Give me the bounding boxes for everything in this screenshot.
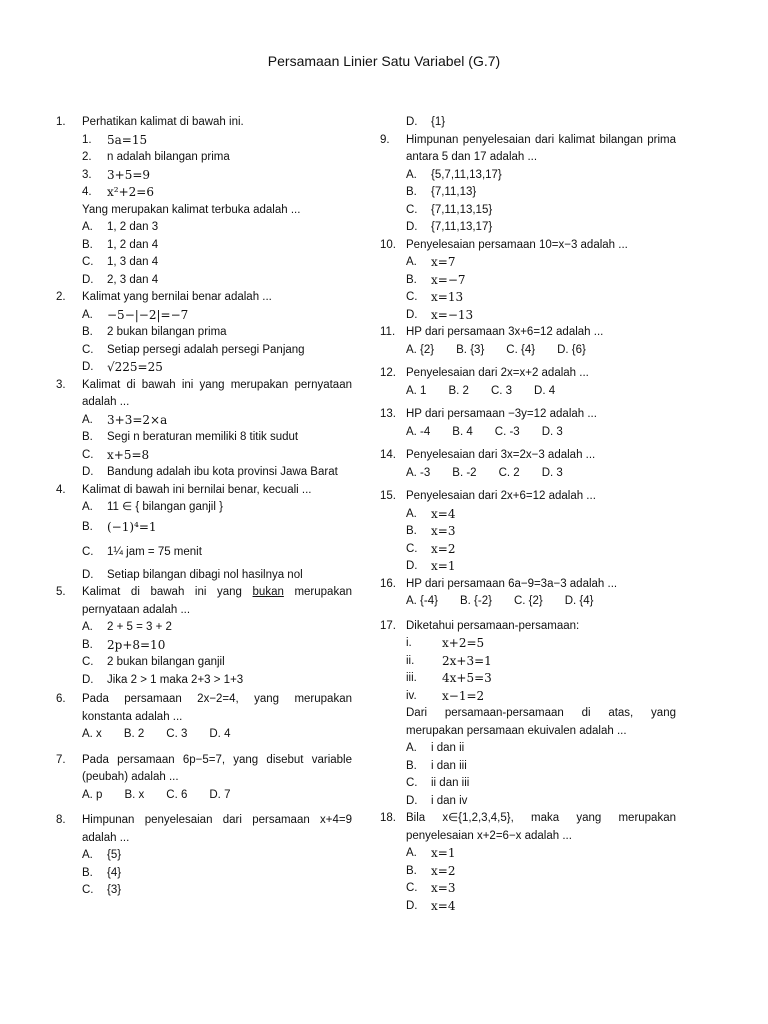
- question-5: [56, 584, 352, 689]
- question-text: Himpunan penyelesaian dari persamaan x+4=9 adalah ...: [82, 814, 352, 844]
- question-text: Penyelesaian dari 3x=2x−3 adalah ...: [406, 449, 596, 461]
- answer-option[interactable]: B. 1, 2 dan 4: [82, 238, 159, 251]
- question-number: 4.: [56, 483, 66, 496]
- answer-option[interactable]: A. 11 ∈ { bilangan ganjil }: [82, 501, 223, 513]
- answer-option[interactable]: D. x=−13: [406, 307, 474, 322]
- left-column: [56, 114, 352, 900]
- answer-option[interactable]: C. -3: [494, 425, 520, 438]
- question-10: [380, 237, 676, 325]
- answer-option[interactable]: C. ii dan iii: [406, 777, 470, 789]
- question-text: HP dari persamaan 3x+6=12 adalah ...: [406, 326, 604, 338]
- answer-option[interactable]: C. 6: [166, 788, 188, 801]
- question-number: 16.: [380, 577, 396, 590]
- answer-option[interactable]: A. 1, 2 dan 3: [82, 221, 159, 233]
- answer-option[interactable]: C. 3: [166, 728, 188, 740]
- answer-option[interactable]: B. {-2}: [459, 595, 492, 607]
- answer-option[interactable]: C. {7,11,13,15}: [406, 203, 493, 216]
- question-number: 6.: [56, 693, 66, 705]
- question-3: [56, 377, 352, 482]
- answer-row: [406, 383, 676, 401]
- answer-option[interactable]: A. -3: [406, 466, 431, 479]
- answer-option[interactable]: D. {7,11,13,17}: [406, 221, 493, 233]
- answer-option[interactable]: A. 1: [406, 384, 427, 397]
- statement-item: i. x+2=5: [406, 636, 485, 650]
- answer-option[interactable]: B. x=2: [406, 863, 456, 878]
- answer-option[interactable]: B. x: [124, 788, 145, 801]
- statement-item: 4. x²+2=6: [82, 185, 154, 199]
- answer-row: [406, 424, 676, 442]
- question-number: 10.: [380, 238, 396, 251]
- answer-option[interactable]: D. Jika 2 > 1 maka 2+3 > 1+3: [82, 673, 244, 686]
- answer-option[interactable]: A. −5−|−2|=−7: [82, 307, 189, 322]
- answer-option[interactable]: D. i dan iv: [406, 794, 468, 807]
- question-2: [56, 289, 352, 377]
- answer-option[interactable]: A. {5,7,11,13,17}: [406, 168, 502, 181]
- answer-option[interactable]: A. i dan ii: [406, 742, 465, 754]
- answer-option[interactable]: B. i dan iii: [406, 759, 467, 772]
- answer-option[interactable]: C. 1¼ jam = 75 menit: [82, 545, 202, 558]
- answer-option[interactable]: D. 2, 3 dan 4: [82, 273, 159, 286]
- right-column: [380, 114, 676, 915]
- answer-option[interactable]: C. x=3: [406, 881, 456, 895]
- answer-option[interactable]: D. 3: [541, 466, 563, 479]
- page-title: Persamaan Linier Satu Variabel (G.7): [267, 53, 501, 69]
- answer-option[interactable]: D. x=4: [406, 898, 456, 913]
- question-number: 9.: [380, 133, 390, 146]
- question-9: [380, 132, 676, 237]
- answer-row: [406, 465, 676, 483]
- question-text: Kalimat di bawah ini bernilai benar, kecuali ...: [82, 483, 312, 496]
- answer-option[interactable]: D. {6}: [557, 343, 586, 356]
- answer-option[interactable]: C. 2 bukan bilangan ganjil: [82, 656, 225, 668]
- answer-option[interactable]: B. x=−7: [406, 272, 466, 287]
- question-text: Penyelesaian persamaan 10=x−3 adalah ...: [406, 238, 628, 251]
- question-text: Pada persamaan 6p−5=7, yang disebut variable (peubah) adalah ...: [82, 753, 352, 783]
- answer-option[interactable]: D. √225=25: [82, 360, 163, 374]
- statement-item: 2. n adalah bilangan prima: [82, 151, 230, 163]
- question-6: [56, 691, 352, 744]
- answer-option[interactable]: C. 3: [490, 384, 513, 397]
- question-1: [56, 114, 352, 289]
- answer-option[interactable]: A. -4: [406, 425, 431, 438]
- question-17: [380, 618, 676, 811]
- statement-item: iv. x−1=2: [406, 688, 485, 703]
- answer-option[interactable]: D. 4: [209, 728, 231, 740]
- answer-row: [406, 593, 676, 611]
- answer-option[interactable]: B. -2: [452, 466, 477, 479]
- question-14: [380, 447, 676, 482]
- answer-option[interactable]: C. x+5=8: [82, 447, 150, 462]
- answer-option[interactable]: A. x: [82, 728, 102, 740]
- question-text: Pada persamaan 2x−2=4, yang merupakan konstanta adalah ...: [82, 693, 352, 723]
- answer-option[interactable]: C. 2: [498, 466, 520, 479]
- question-text: Kalimat di bawah ini yang merupakan pernyataan adalah ...: [82, 378, 352, 408]
- answer-option[interactable]: A. 2 + 5 = 3 + 2: [82, 621, 172, 633]
- question-number: 12.: [380, 367, 396, 379]
- question-text: Kalimat di bawah ini yang bukan merupakan pernyataan adalah ...: [82, 586, 352, 616]
- question-text: HP dari persamaan 6a−9=3a−3 adalah ...: [406, 577, 618, 590]
- answer-option[interactable]: B. {7,11,13}: [406, 186, 477, 198]
- question-15: [380, 488, 676, 576]
- answer-option[interactable]: D. x=1: [406, 559, 456, 573]
- question-number: 7.: [56, 753, 66, 766]
- question-number: 5.: [56, 586, 66, 598]
- answer-option[interactable]: D. 7: [209, 788, 231, 801]
- answer-option[interactable]: D. Bandung adalah ibu kota provinsi Jawa Barat: [82, 466, 338, 478]
- answer-option[interactable]: B. 2 bukan bilangan prima: [82, 326, 227, 338]
- answer-row: [82, 787, 352, 805]
- statement-item: 1. 5a=15: [82, 132, 148, 147]
- statement-item: ii. 2x+3=1: [406, 653, 492, 668]
- question-number: 3.: [56, 378, 66, 391]
- statement-item: 3. 3+5=9: [82, 167, 151, 182]
- answer-option[interactable]: A. {5}: [82, 849, 122, 861]
- answer-option[interactable]: D. {1}: [406, 116, 446, 128]
- answer-option[interactable]: D. 4: [534, 384, 556, 397]
- answer-option[interactable]: A. p: [82, 788, 103, 801]
- answer-option[interactable]: B. x=3: [406, 524, 456, 538]
- question-text: Himpunan penyelesaian dari kalimat bilangan prima antara 5 dan 17 adalah ...: [406, 133, 676, 163]
- question-18: [380, 810, 676, 915]
- answer-option[interactable]: C. Setiap persegi adalah persegi Panjang: [82, 343, 305, 356]
- answer-option[interactable]: C. x=13: [406, 290, 464, 304]
- question-number: 11.: [380, 326, 396, 338]
- question-text: HP dari persamaan −3y=12 adalah ...: [406, 408, 597, 420]
- question-number: 2.: [56, 291, 66, 303]
- question-number: 1.: [56, 116, 66, 128]
- question-number: 14.: [380, 449, 396, 461]
- question-subtext: Dari persamaan-persamaan di atas, yang merupakan persamaan ekuivalen adalah ...: [406, 707, 676, 737]
- answer-option[interactable]: B. 4: [452, 425, 473, 438]
- answer-option[interactable]: B. {4}: [82, 866, 122, 879]
- question-text: Perhatikan kalimat di bawah ini.: [82, 116, 244, 128]
- answer-option[interactable]: C. 1, 3 dan 4: [82, 256, 159, 268]
- answer-option[interactable]: C. {2}: [513, 595, 543, 607]
- answer-row: [406, 342, 676, 360]
- answer-option[interactable]: B. Segi n beraturan memiliki 8 titik sudut: [82, 431, 299, 443]
- statement-item: iii. 4x+5=3: [406, 671, 492, 685]
- question-text: Kalimat yang bernilai benar adalah ...: [82, 291, 272, 303]
- answer-option[interactable]: C. {4}: [506, 343, 536, 356]
- answer-option[interactable]: C. x=2: [406, 541, 456, 556]
- question-text: Diketahui persamaan-persamaan:: [406, 619, 580, 632]
- answer-option[interactable]: D. Setiap bilangan dibagi nol hasilnya nol: [82, 568, 303, 581]
- question-number: 18.: [380, 812, 396, 824]
- question-7: [56, 752, 352, 805]
- answer-option[interactable]: A. x=4: [406, 506, 456, 521]
- question-subtext: Yang merupakan kalimat terbuka adalah ...: [82, 203, 301, 216]
- answer-row: [82, 726, 352, 744]
- question-number: 8.: [56, 814, 66, 826]
- answer-option[interactable]: A. x=7: [406, 255, 456, 269]
- answer-option[interactable]: D. 3: [541, 425, 563, 438]
- answer-option[interactable]: A. {-4}: [406, 595, 438, 607]
- question-12: [380, 365, 676, 400]
- answer-option[interactable]: A. x=1: [406, 846, 456, 860]
- answer-option[interactable]: D. {4}: [564, 595, 594, 607]
- question-8: [56, 812, 352, 900]
- question-text: Penyelesaian dari 2x=x+2 adalah ...: [406, 367, 589, 379]
- question-4: [56, 482, 352, 585]
- question-text: Bila x∈{1,2,3,4,5}, maka yang merupakan penyelesaian x+2=6−x adalah ...: [406, 812, 676, 842]
- question-11: [380, 324, 676, 359]
- answer-option[interactable]: B. (−1)⁴=1: [82, 519, 157, 534]
- question-number: 17.: [380, 619, 396, 632]
- answer-option[interactable]: B. 2: [123, 728, 145, 740]
- question-8-continued: [380, 114, 676, 132]
- answer-option[interactable]: B. {3}: [456, 343, 485, 356]
- answer-option[interactable]: A. 3+3=2×a: [82, 412, 168, 427]
- answer-option[interactable]: C. {3}: [82, 884, 122, 896]
- answer-option[interactable]: A. {2}: [406, 343, 435, 356]
- question-number: 13.: [380, 408, 396, 420]
- question-16: [380, 576, 676, 611]
- question-text: Penyelesaian dari 2x+6=12 adalah ...: [406, 490, 596, 502]
- answer-option[interactable]: B. 2p+8=10: [82, 637, 166, 652]
- answer-option[interactable]: B. 2: [448, 384, 469, 397]
- question-13: [380, 406, 676, 441]
- question-number: 15.: [380, 490, 396, 502]
